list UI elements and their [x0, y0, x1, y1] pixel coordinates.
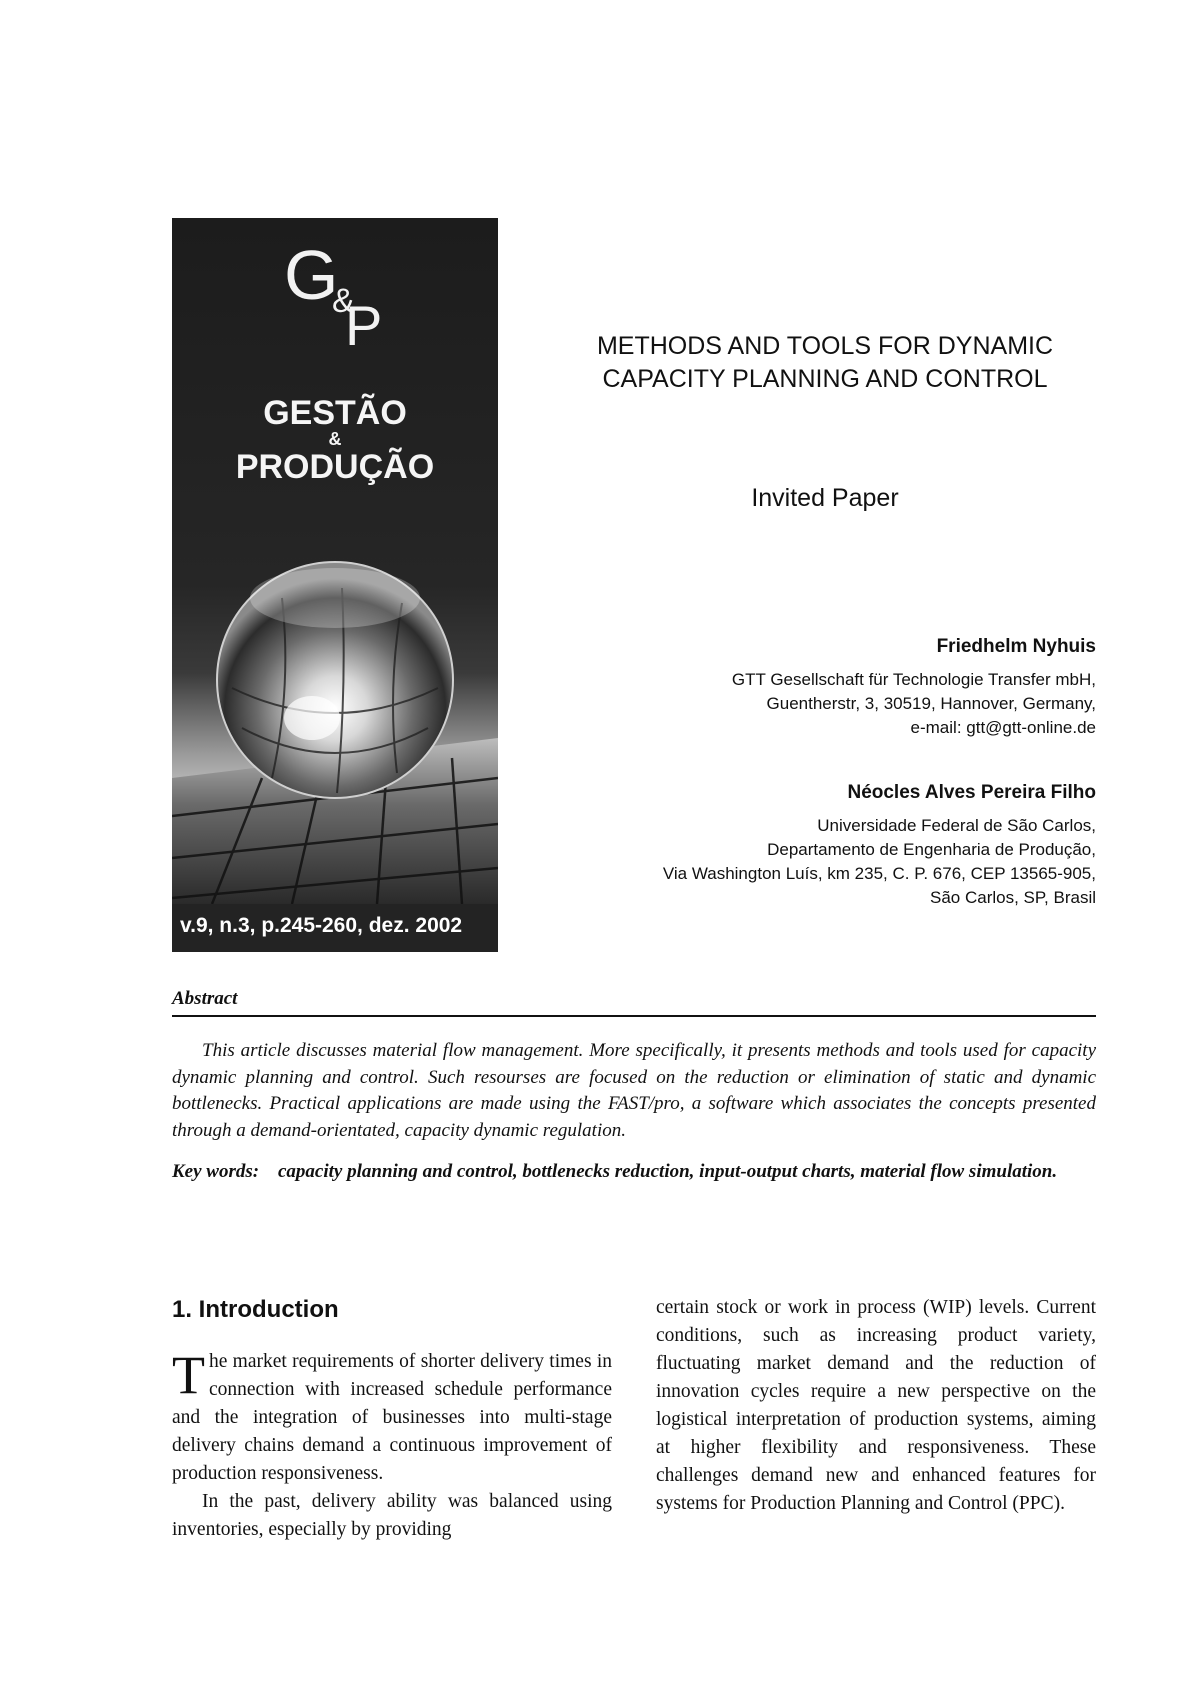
body-column-left: [172, 1345, 612, 1544]
paragraph: [172, 1345, 612, 1488]
paper-type: Invited Paper: [751, 484, 899, 512]
volume-info: v.9, n.3, p.245-260, dez. 2002: [180, 914, 463, 937]
abstract-text: This article discusses material flow management. More specifically, it presents methods and tools used for capacity dynamic planning and control. Such resourses are focused on the reduction or elimination of static and dynamic bottlenecks. Practical applications are made using the FAST/pro, a software which associates the concepts presented through a demand-orientated, capacity dynamic regulation.: [172, 1040, 1096, 1141]
journal-name-bottom: PRODUÇÃO: [235, 448, 435, 486]
author-affiliation-line: Departamento de Engenharia de Produção,: [767, 840, 1096, 859]
drop-cap: T: [172, 1345, 205, 1405]
crystal-sphere-illustration: [172, 218, 498, 952]
author-affiliation-line: Via Washington Luís, km 235, C. P. 676, CEP 13565-905,: [662, 864, 1096, 883]
body-column-right: [656, 1294, 1096, 1518]
author-block-2: [536, 780, 1096, 910]
author-affiliation-line: Universidade Federal de São Carlos,: [817, 816, 1096, 835]
author-block-1: [536, 634, 1096, 740]
journal-logo-p: P: [345, 294, 383, 357]
paper-title-line-1: METHODS AND TOOLS FOR DYNAMIC: [596, 332, 1054, 360]
keywords-label: Key words:: [172, 1161, 260, 1182]
volume-strip: [172, 904, 498, 952]
author-affiliation-line: Guentherstr, 3, 30519, Hannover, Germany,: [766, 694, 1096, 713]
author-email: e-mail: gtt@gtt-online.de: [910, 718, 1096, 737]
paper-title-line-2: CAPACITY PLANNING AND CONTROL: [602, 365, 1048, 393]
journal-name-ampersand: &: [328, 429, 342, 449]
journal-logo-g: G: [284, 236, 339, 314]
author-name: Néocles Alves Pereira Filho: [847, 782, 1096, 803]
author-affiliation-line: GTT Gesellschaft für Technologie Transfer mbH,: [731, 670, 1096, 689]
keywords-value: capacity planning and control, bottlenecks reduction, input-output charts, material flow simulation.: [278, 1161, 1058, 1182]
keywords: [172, 1158, 1096, 1185]
paragraph: certain stock or work in process (WIP) levels. Current conditions, such as increasing product variety, fluctuating market demand and the reduction of innovation cycles require a new perspective on the logistical interpretation of production systems, aiming at higher flexibility and responsiveness. These challenges demand new and enhanced features for systems for Production Planning and Control (PPC).: [656, 1297, 1096, 1514]
journal-logo-ampersand: &: [332, 282, 355, 320]
abstract-divider: [172, 1015, 1096, 1017]
journal-cover: [172, 218, 498, 952]
paper-title: [550, 330, 1100, 396]
section-heading-introduction: 1. Introduction: [172, 1296, 339, 1323]
paragraph-text: he market requirements of shorter delivery times in connection with increased schedule performance and the integration of businesses into multi-stage delivery chains demand a continuous improvement of production responsiveness.: [172, 1351, 612, 1484]
author-name: Friedhelm Nyhuis: [936, 636, 1096, 657]
journal-name-top: GESTÃO: [263, 394, 407, 432]
author-affiliation-line: São Carlos, SP, Brasil: [930, 888, 1096, 907]
abstract-heading: Abstract: [172, 988, 238, 1009]
paragraph: In the past, delivery ability was balanced using inventories, especially by providing: [172, 1491, 612, 1540]
